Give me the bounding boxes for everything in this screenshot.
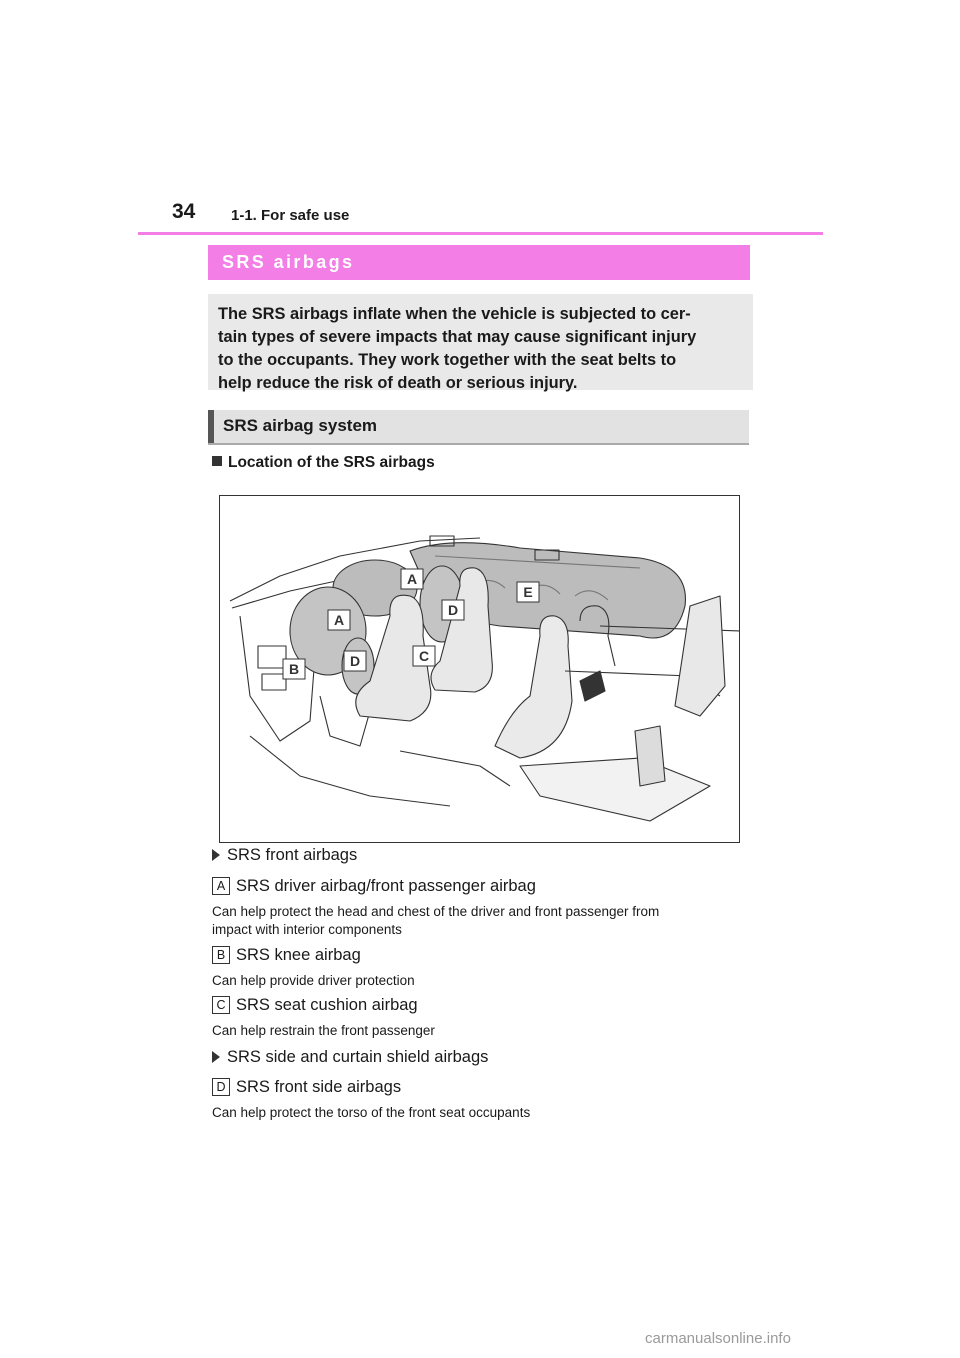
svg-text:E: E [523,584,533,600]
intro-line: The SRS airbags inflate when the vehicle is subjected to cer- [218,305,691,323]
item-b [212,946,361,965]
intro-box [208,294,753,390]
group-title-text: SRS front airbags [227,846,358,864]
item-d [212,1078,401,1097]
svg-text:D: D [447,602,459,618]
item-d-note [212,1104,530,1122]
watermark: carmanualsonline.info [645,1330,791,1347]
callout-d-lower [344,651,366,671]
svg-text:C: C [418,648,430,664]
dash-vent [258,646,286,668]
note-line: Can help protect the head and chest of the driver and front passenger from [212,904,660,919]
subheading: SRS airbag system [208,410,749,444]
triangle-bullet-icon [212,849,220,861]
square-bullet-icon [212,456,222,466]
item-c-label: SRS seat cushion airbag [236,996,418,1014]
item-a-note [212,903,659,939]
intro-line: help reduce the risk of death or serious injury. [218,374,578,392]
item-a-label: SRS driver airbag/front passenger airbag [236,877,536,895]
callout-e [517,582,539,602]
subheading-rule [208,443,749,445]
header-rule [138,232,823,235]
page-number: 34 [172,200,196,223]
cargo-floor [520,758,710,821]
group-title-front-airbags [212,846,357,865]
location-heading-text: Location of the SRS airbags [228,454,435,471]
svg-text:B: B [288,661,300,677]
group-title-text: SRS side and curtain shield airbags [227,1048,489,1066]
intro-line: to the occupants. They work together with the seat belts to [218,351,677,369]
svg-text:A: A [406,571,418,587]
note-line: Can help restrain the front passenger [212,1023,435,1038]
svg-text:D: D [349,653,361,669]
item-a [212,877,536,896]
note-line: impact with interior components [212,922,402,937]
triangle-bullet-icon [212,1051,220,1063]
item-b-label: SRS knee airbag [236,946,361,964]
section-banner: SRS airbags [208,245,750,280]
callout-b [283,659,305,679]
item-b-note [212,972,415,990]
tag-b: B [212,946,230,964]
group-title-side-curtain-airbags [212,1048,488,1067]
tag-d: D [212,1078,230,1096]
rear-seat-left [495,616,572,758]
item-c [212,996,418,1015]
airbag-location-figure [219,495,740,843]
tag-a: A [212,877,230,895]
callout-d-upper [442,600,464,620]
intro-line: tain types of severe impacts that may cause significant injury [218,328,697,346]
callout-a-upper [401,569,423,589]
note-line: Can help provide driver protection [212,973,415,988]
vehicle-interior-illustration [220,496,739,842]
location-heading [212,454,435,472]
section-title: 1-1. For safe use [231,207,350,224]
note-line: Can help protect the torso of the front seat occupants [212,1105,531,1120]
item-c-note [212,1022,435,1040]
callout-c [413,646,435,666]
tag-c: C [212,996,230,1014]
callout-a-lower [328,610,350,630]
svg-text:A: A [333,612,345,628]
item-d-label: SRS front side airbags [236,1078,402,1096]
